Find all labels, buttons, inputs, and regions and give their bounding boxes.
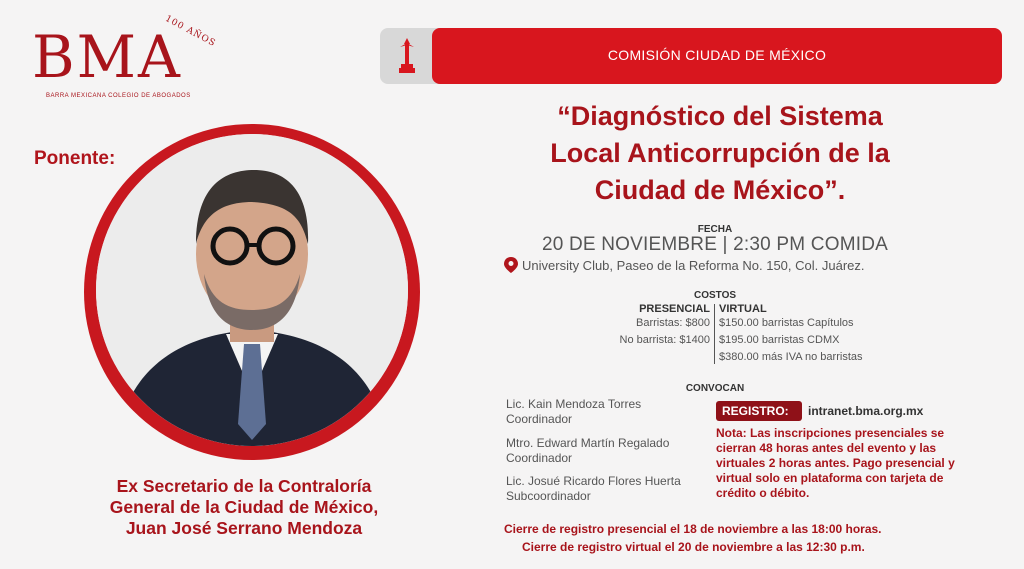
- venue-text: University Club, Paseo de la Reforma No. 150, Col. Juárez.: [522, 257, 865, 273]
- costos-divider: [714, 304, 715, 364]
- presencial-cost-1: Barristas: $800: [636, 317, 710, 329]
- fecha-value: 20 DE NOVIEMBRE | 2:30 PM COMIDA: [541, 234, 889, 255]
- monument-icon: [398, 38, 416, 74]
- virtual-cost-3: $380.00 más IVA no barristas: [719, 351, 863, 363]
- convocante-2: [506, 436, 669, 466]
- title-line-2: Local Anticorrupción de la: [550, 138, 890, 168]
- convocante-name: Lic. Josué Ricardo Flores Huerta: [506, 474, 681, 488]
- virtual-cost-1: $150.00 barristas Capítulos: [719, 317, 854, 329]
- convocante-role: Subcoordinador: [506, 489, 591, 503]
- logo-years: 100 AÑOS: [163, 14, 218, 50]
- cierre-presencial: Cierre de registro presencial el 18 de noviembre a las 18:00 horas.: [504, 522, 882, 536]
- fecha-label: FECHA: [697, 224, 733, 235]
- speaker-photo: [96, 134, 408, 446]
- registro-label: REGISTRO:: [716, 401, 802, 421]
- speaker-line-1: Ex Secretario de la Contraloría: [116, 476, 372, 496]
- speaker-portrait-image: [96, 134, 408, 446]
- virtual-heading: VIRTUAL: [719, 303, 767, 315]
- convocante-role: Coordinador: [506, 412, 573, 426]
- convocante-1: [506, 397, 641, 427]
- cierre-registro: [504, 520, 882, 556]
- title-line-1: “Diagnóstico del Sistema: [557, 101, 883, 131]
- presencial-cost-2: No barrista: $1400: [619, 334, 710, 346]
- location-pin-icon: [504, 257, 518, 273]
- speaker-line-3: Juan José Serrano Mendoza: [125, 518, 363, 538]
- logo-subtitle: BARRA MEXICANA COLEGIO DE ABOGADOS: [46, 93, 191, 99]
- costos-label: COSTOS: [693, 290, 737, 301]
- venue: [504, 257, 924, 273]
- ponente-label: Ponente:: [34, 148, 116, 169]
- registro-nota: Nota: Las inscripciones presenciales se cierran 48 horas antes del evento y las virtuales 2 horas antes. Pago presencial y virtual solo en plataforma con tarjeta de crédito o débito.: [716, 426, 955, 500]
- virtual-cost-2: $195.00 barristas CDMX: [719, 334, 840, 346]
- bma-logo: BMA: [32, 23, 182, 91]
- speaker-line-2: General de la Ciudad de México,: [109, 497, 379, 517]
- convocante-name: Lic. Kain Mendoza Torres: [506, 397, 642, 411]
- event-title: [470, 98, 970, 209]
- banner-text: COMISIÓN CIUDAD DE MÉXICO: [607, 47, 827, 63]
- presencial-heading: PRESENCIAL: [639, 303, 710, 315]
- convocante-role: Coordinador: [506, 451, 573, 465]
- cierre-virtual: Cierre de registro virtual el 20 de noviembre a las 12:30 p.m.: [522, 540, 865, 554]
- convocante-name: Mtro. Edward Martín Regalado: [506, 436, 670, 450]
- convocan-label: CONVOCAN: [685, 383, 745, 394]
- speaker-description: [40, 476, 448, 539]
- registro-url[interactable]: intranet.bma.org.mx: [808, 404, 924, 418]
- convocante-3: [506, 474, 681, 504]
- title-line-3: Ciudad de México”.: [594, 175, 846, 205]
